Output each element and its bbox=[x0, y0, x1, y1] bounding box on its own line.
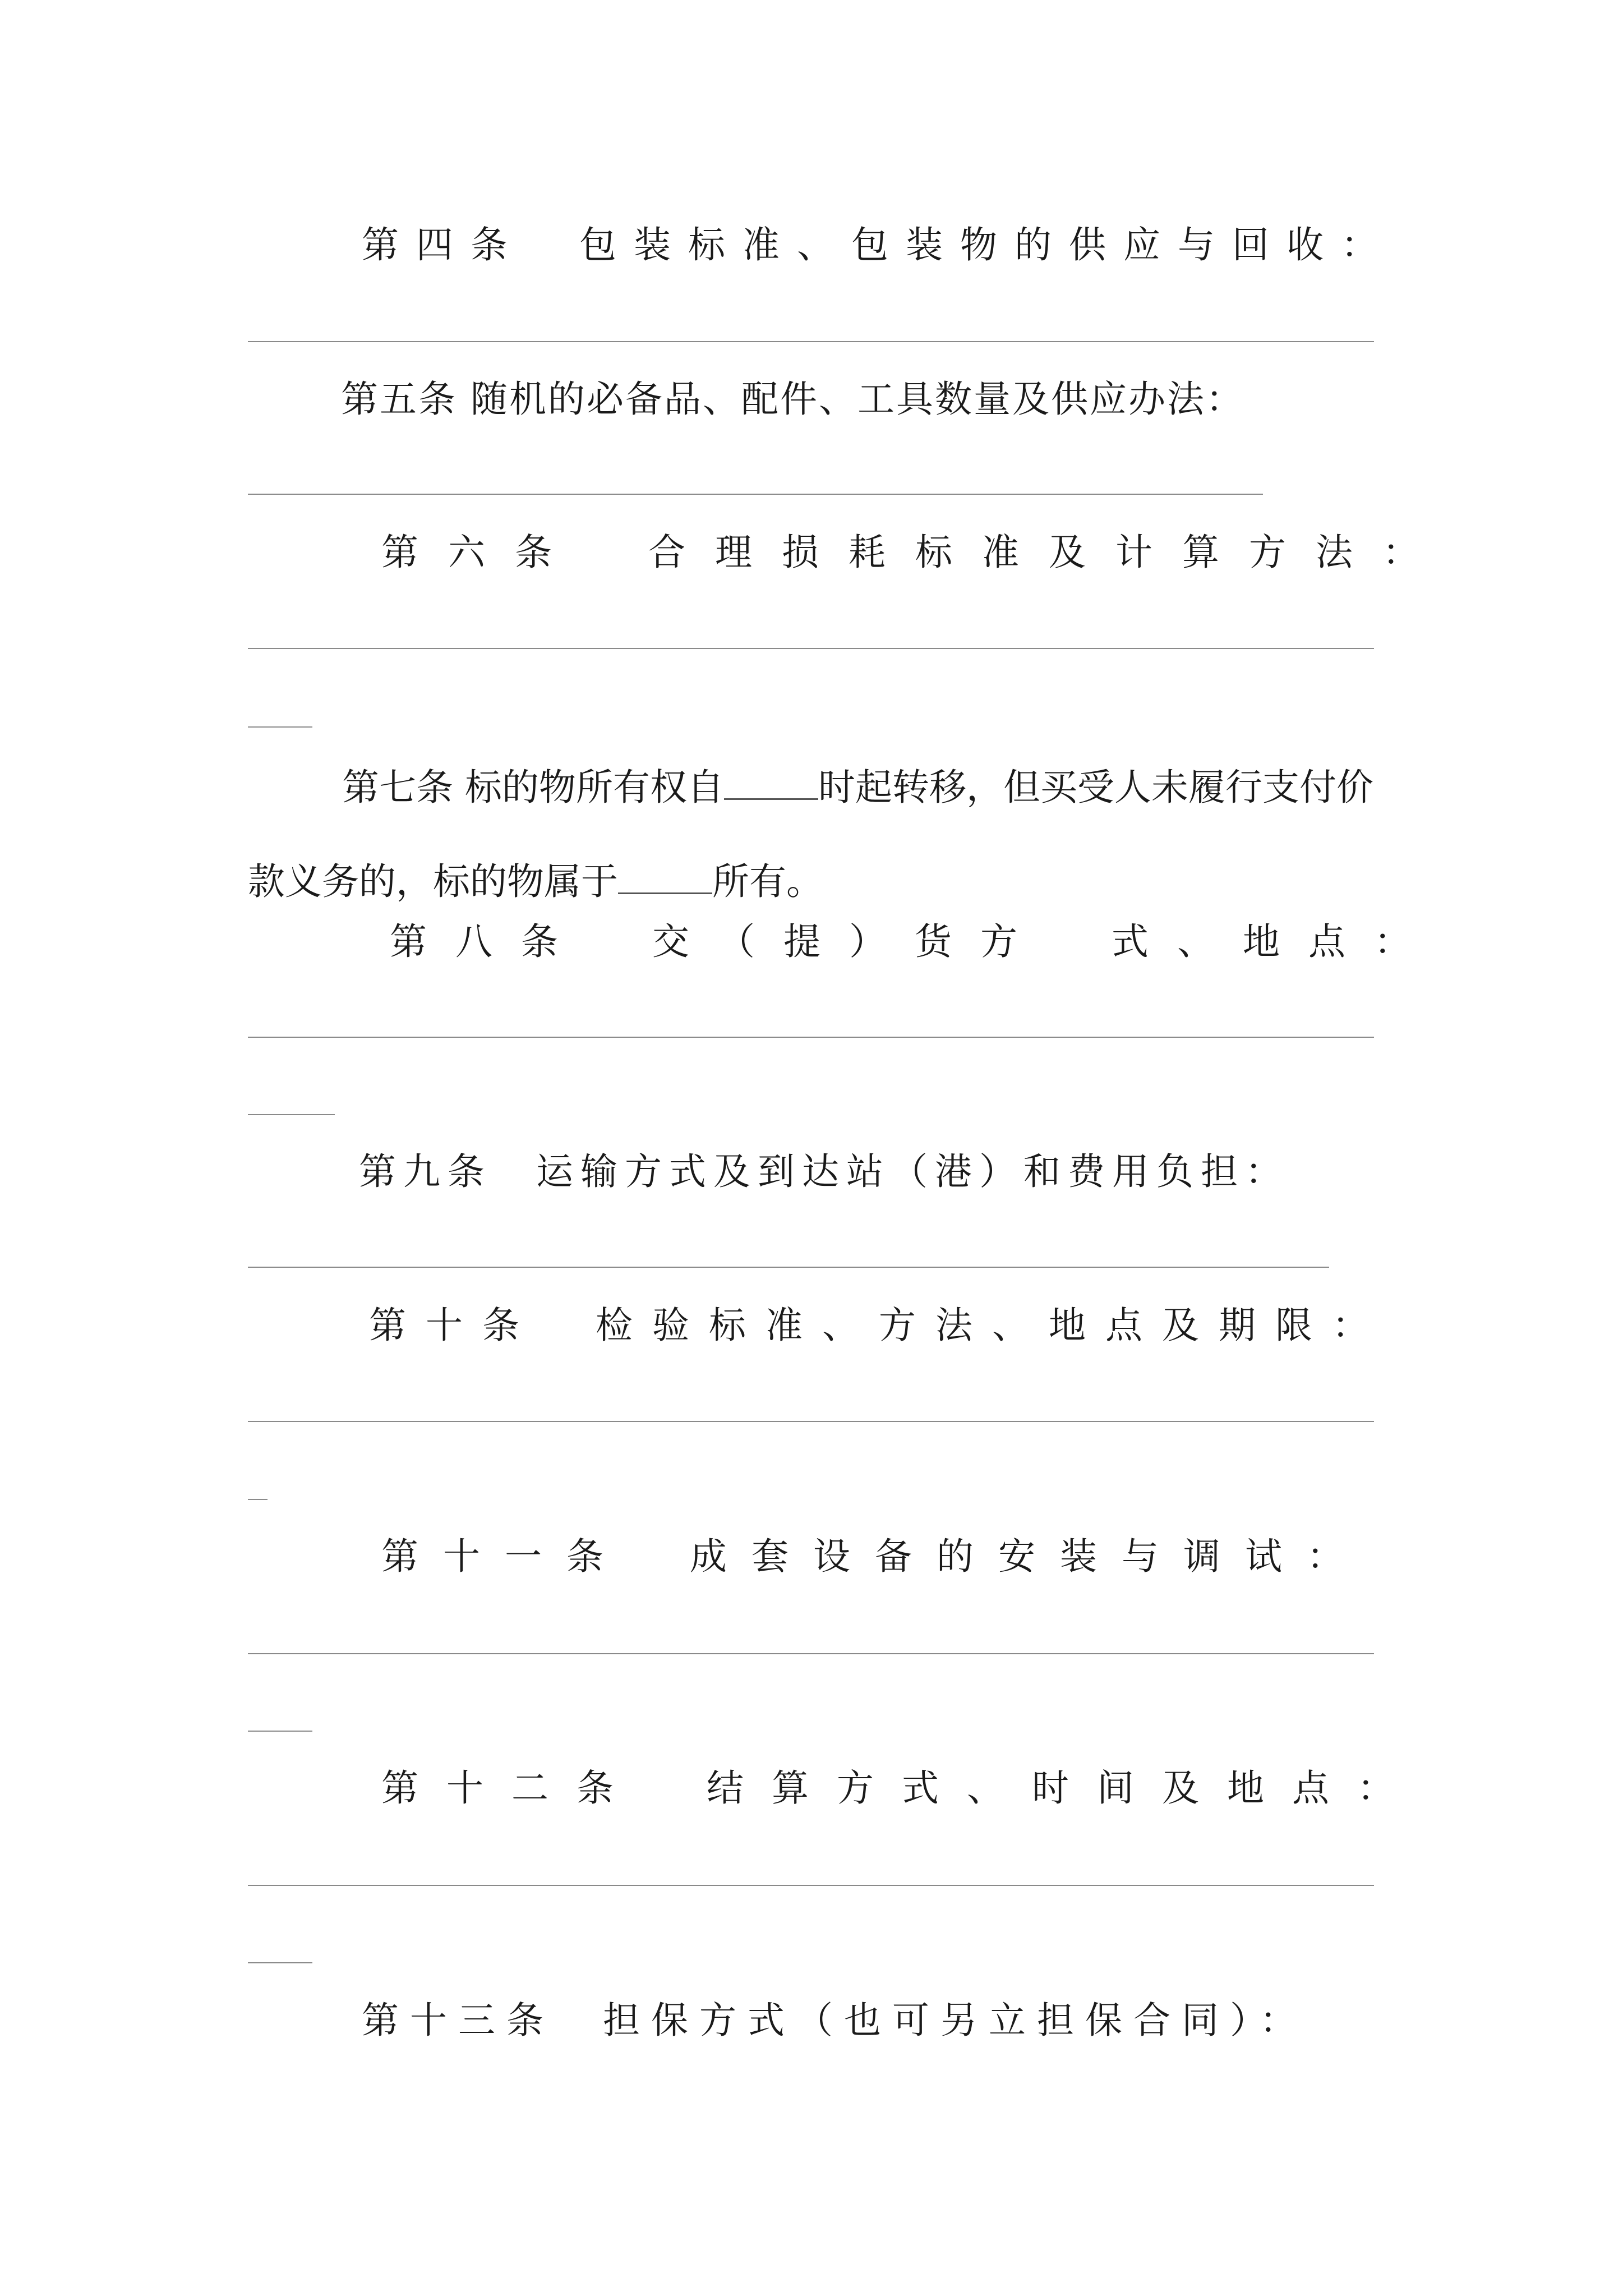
article-13: 第十三条 担保方式（也可另立担保合同）： bbox=[362, 1999, 1308, 2042]
fill-line-6-stub bbox=[248, 726, 312, 728]
fill-line-5 bbox=[248, 494, 1263, 495]
article-7 bbox=[248, 740, 1403, 929]
article-10: 第十条 检验标准、方法、地点及期限： bbox=[369, 1304, 1389, 1347]
ownership-owner-blank bbox=[618, 859, 712, 894]
fill-line-4 bbox=[248, 341, 1374, 342]
fill-line-8-stub bbox=[248, 1114, 335, 1115]
ownership-transfer-blank bbox=[724, 765, 818, 800]
fill-line-11-stub bbox=[248, 1731, 312, 1732]
article-7-text-3: 所有。 bbox=[712, 860, 823, 903]
article-7-text-2: 时起转移，但买受人未履行支付价款义务的，标的物属于 bbox=[248, 766, 1373, 903]
fill-line-12 bbox=[248, 1885, 1374, 1886]
article-7-text-1: 第七条 标的物所有权自 bbox=[342, 766, 724, 809]
fill-line-11 bbox=[248, 1653, 1374, 1654]
fill-line-8 bbox=[248, 1037, 1374, 1038]
fill-line-10-stub bbox=[248, 1499, 268, 1500]
fill-line-6 bbox=[248, 648, 1374, 649]
article-5: 第五条 随机的必备品、配件、工具数量及供应办法： bbox=[341, 378, 1244, 421]
fill-line-10 bbox=[248, 1421, 1374, 1422]
fill-line-12-stub bbox=[248, 1962, 312, 1963]
article-8: 第八条 交（提）货方 式、地点： bbox=[390, 920, 1440, 963]
fill-line-9 bbox=[248, 1267, 1329, 1268]
article-12: 第十二条 结算方式、时间及地点： bbox=[381, 1766, 1422, 1810]
article-9: 第九条 运输方式及到达站（港）和费用负担： bbox=[359, 1150, 1289, 1193]
article-6: 第六条 合理损耗标准及计算方法： bbox=[381, 531, 1449, 574]
article-11: 第十一条 成套设备的安装与调试： bbox=[381, 1535, 1368, 1578]
article-4: 第四条 包装标准、包装物的供应与回收： bbox=[362, 223, 1395, 266]
